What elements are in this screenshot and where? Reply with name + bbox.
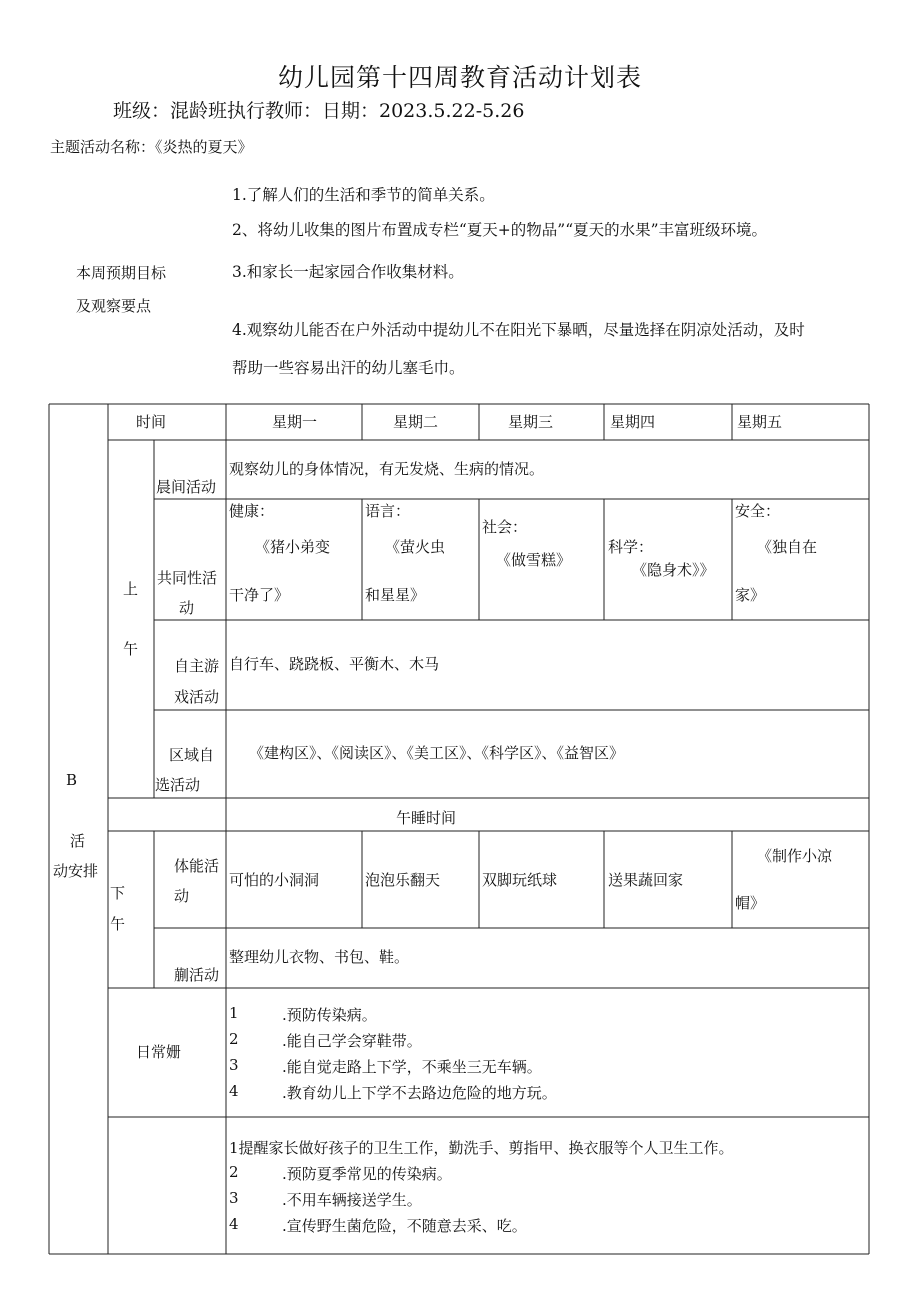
header-day: 星期一 (272, 413, 318, 431)
row-label-free-play: 自主游 (174, 657, 220, 675)
physical-wed: 双脚玩纸球 (482, 871, 558, 889)
physical-mon: 可怕的小洞洞 (229, 871, 320, 889)
afternoon-label: 下 (110, 884, 126, 902)
common-activity-mon: 《猪小弟变 (255, 538, 331, 556)
common-activity-tue: 《萤火虫 (385, 538, 446, 556)
class-info-line: 班级：混龄班执行教师：日期：2023.5.22-5.26 (113, 100, 525, 122)
row-label-common-activity: 动 (179, 599, 195, 617)
daily-item-number: 3 (229, 1056, 239, 1074)
section-label: B (66, 771, 78, 789)
nap-time: 午睡时间 (396, 809, 457, 827)
physical-fri: 帽》 (735, 894, 766, 912)
parent-item-text: .预防夏季常见的传染病。 (282, 1165, 452, 1183)
parent-item-number: 3 (229, 1189, 239, 1207)
parent-item-number: 2 (229, 1163, 239, 1181)
common-activity-mon: 干净了》 (229, 586, 290, 604)
life-content: 整理幼儿衣物、书包、鞋。 (229, 948, 410, 966)
physical-thu: 送果蔬回家 (608, 871, 684, 889)
free-play-content: 自行车、跷跷板、平衡木、木马 (229, 655, 440, 673)
common-activity-mon: 健康： (229, 502, 275, 520)
goals-label: 本周预期目标 (76, 264, 167, 282)
header-time: 时间 (136, 413, 167, 431)
goals-label: 及观察要点 (76, 297, 152, 315)
header-day: 星期三 (508, 413, 554, 431)
row-label-physical: 体能活 (174, 857, 220, 875)
common-activity-wed: 《做雪糕》 (496, 551, 572, 569)
parent-item-number: 4 (229, 1215, 239, 1233)
physical-tue: 泡泡乐翻天 (365, 871, 441, 889)
goal-item: 4.观察幼儿能否在户外活动中提幼儿不在阳光下暴晒，尽量选择在阴凉处活动，及时 (232, 321, 805, 339)
goal-item: 1.了解人们的生活和季节的简单关系。 (232, 186, 495, 204)
common-activity-wed: 社会： (482, 518, 528, 536)
parent-item: 1提醒家长做好孩子的卫生工作，勤洗手、剪指甲、换衣服等个人卫生工作。 (229, 1139, 734, 1157)
morning-label: 午 (123, 640, 139, 658)
morning-activity-content: 观察幼儿的身体情况，有无发烧、生病的情况。 (229, 460, 545, 478)
parent-item-text: .不用车辆接送学生。 (282, 1191, 422, 1209)
row-label-free-play: 戏活动 (174, 688, 220, 706)
goal-item: 帮助一些容易出汗的幼儿塞毛巾。 (232, 359, 465, 377)
common-activity-tue: 和星星》 (365, 586, 426, 604)
afternoon-label: 午 (110, 915, 126, 933)
row-label-morning-activity: 晨间活动 (156, 478, 217, 496)
goal-item: 3.和家长一起家园合作收集材料。 (232, 263, 464, 281)
row-label-area: 区域自 (169, 746, 215, 764)
common-activity-fri: 家》 (735, 586, 766, 604)
section-label: 动安排 (53, 862, 99, 880)
common-activity-fri: 《独自在 (757, 538, 818, 556)
goal-item: 2、将幼儿收集的图片布置成专栏“夏天+的物品”“夏天的水果”丰富班级环境。 (232, 221, 768, 239)
header-day: 星期二 (393, 413, 439, 431)
daily-item-number: 2 (229, 1030, 239, 1048)
header-day: 星期四 (610, 413, 656, 431)
common-activity-fri: 安全： (735, 502, 781, 520)
common-activity-tue: 语言： (365, 502, 411, 520)
row-label-area: 选活动 (155, 776, 201, 794)
common-activity-thu: 《隐身术》》 (632, 561, 715, 579)
morning-label: 上 (123, 580, 139, 598)
section-label: 活 (70, 832, 86, 850)
parent-item-text: .宣传野生菌危险，不随意去采、吃。 (282, 1217, 527, 1235)
daily-item-text: .预防传染病。 (282, 1006, 377, 1024)
header-day: 星期五 (737, 413, 783, 431)
row-label-life: 蒯活动 (174, 966, 220, 984)
common-activity-thu: 科学： (608, 538, 654, 556)
daily-item-number: 1 (229, 1004, 239, 1022)
page-title: 幼儿园第十四周教育活动计划表 (277, 63, 642, 92)
theme-line: 主题活动名称：《炎热的夏天》 (50, 138, 253, 156)
daily-item-text: .能自己学会穿鞋带。 (282, 1032, 422, 1050)
row-label-common-activity: 共同性活 (157, 569, 218, 587)
daily-item-text: .教育幼儿上下学不去路边危险的地方玩。 (282, 1084, 557, 1102)
row-label-daily: 日常姗 (136, 1043, 182, 1061)
physical-fri: 《制作小凉 (757, 847, 833, 865)
daily-item-number: 4 (229, 1082, 239, 1100)
row-label-physical: 动 (174, 887, 190, 905)
area-content: 《建构区》、《阅读区》、《美工区》、《科学区》、《益智区》 (249, 744, 625, 762)
daily-item-text: .能自觉走路上下学，不乘坐三无车辆。 (282, 1058, 542, 1076)
